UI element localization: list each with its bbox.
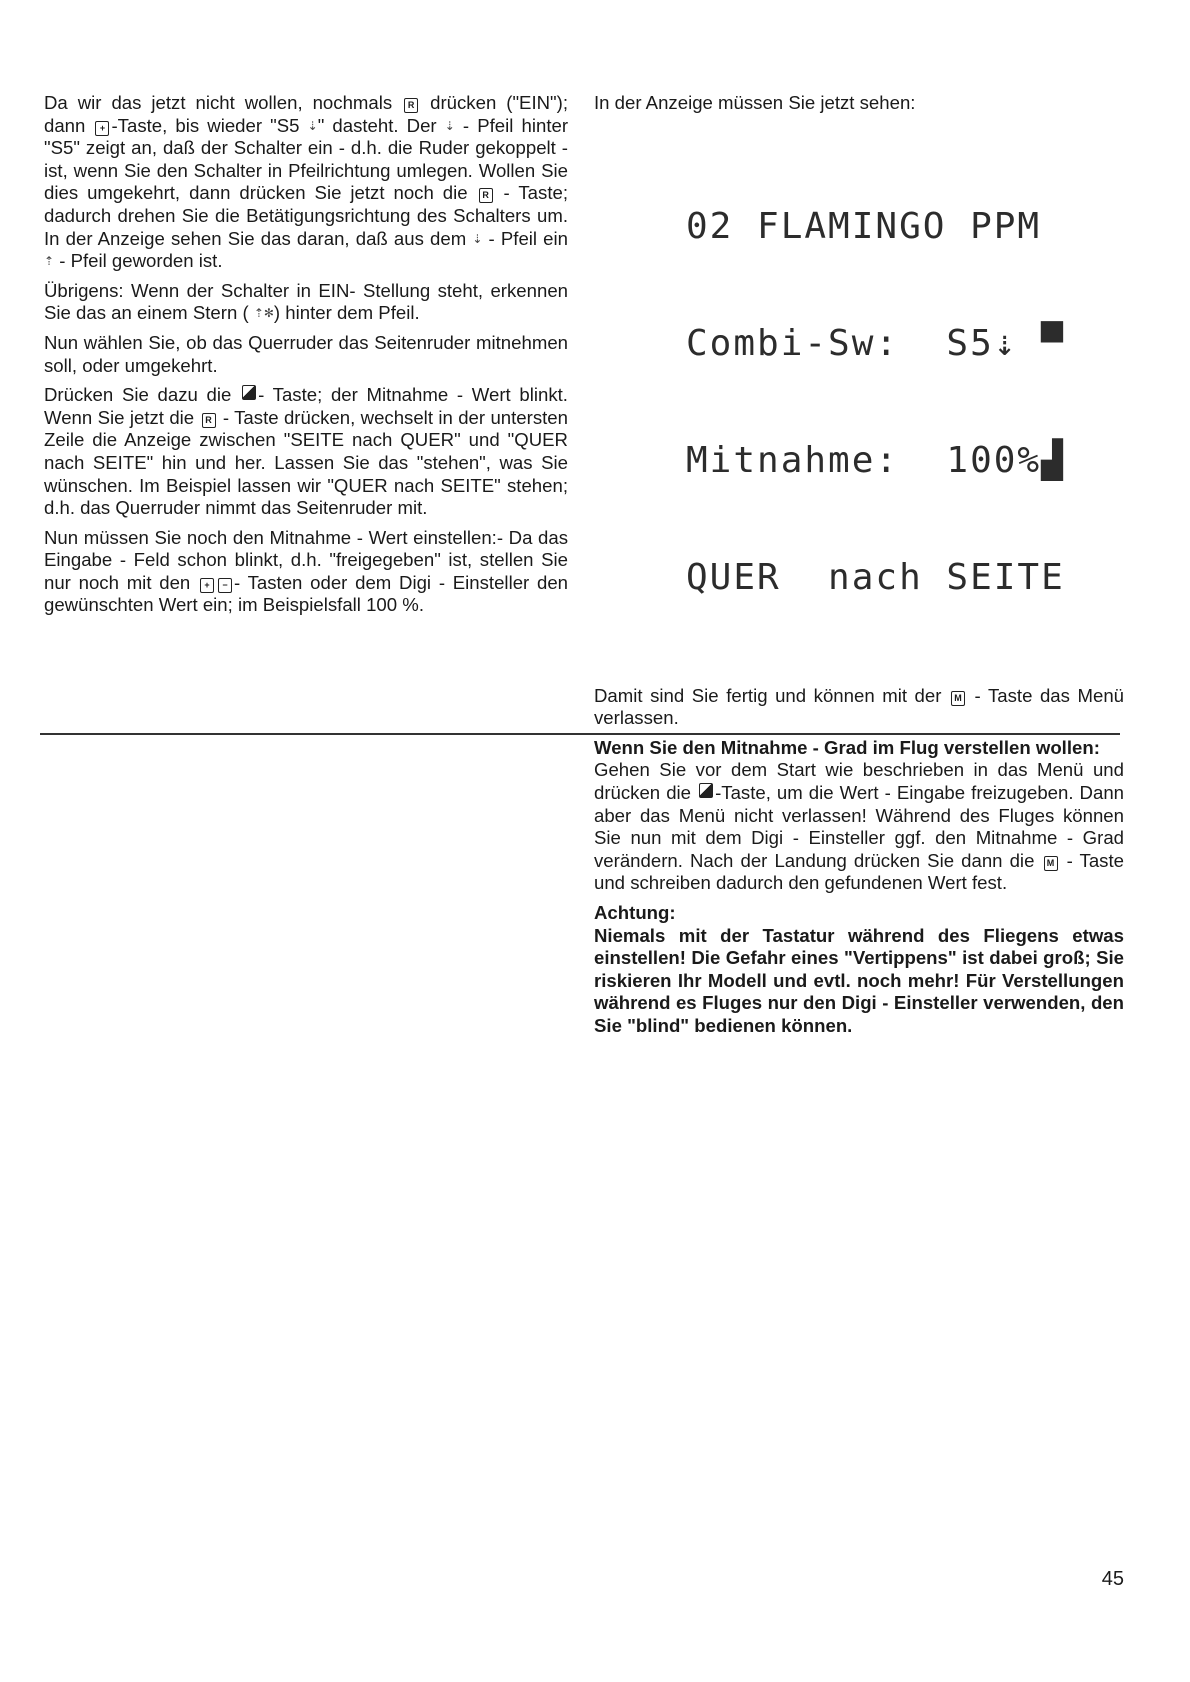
text: " dasteht. Der	[317, 114, 445, 136]
horizontal-divider	[40, 733, 1120, 735]
section-heading: Wenn Sie den Mitnahme - Grad im Flug verstellen wollen:	[594, 736, 1100, 758]
lcd-display	[686, 129, 1124, 675]
m-key-icon: M	[1044, 856, 1058, 871]
warning-text: Niemals mit der Tastatur während des Fliegens etwas einstellen! Die Gefahr eines "Vertippens" ist dabei groß; Sie riskieren Ihr Modell und evtl. noch mehr! Für Verstellungen während es Fluges nur den Digi - Einsteller verwenden, den Sie "blind" bedienen können.	[594, 924, 1124, 1036]
text: Damit sind Sie fertig und können mit der	[594, 684, 949, 706]
text: -Taste, um die Wert - Eingabe freizugeben. Dann aber das Menü nicht verlassen! Während des Fluges können Sie nun mit dem Digi - Einsteller ggf. den Mitnahme - Grad verändern. Nach der Landung drücken Sie dann die	[594, 781, 1125, 871]
text: -Taste, bis wieder "S5	[111, 114, 308, 136]
paragraph-finish	[594, 685, 1124, 730]
paragraph-star	[44, 280, 568, 325]
text: - Pfeil hinter "S5" zeigt an, daß der Schalter ein - d.h. die Ruder gekoppelt - ist, wenn Sie den Schalter in Pfeilrichtung umlegen. Wollen Sie dies umgekehrt, dann drücken Sie jetzt noch die	[44, 114, 569, 204]
down-arrow-icon: ⇣	[307, 118, 318, 133]
text: Gehen Sie vor dem Start wie beschrieben in das Menü und drücken die	[594, 759, 1124, 803]
text: - Tasten oder dem Digi - Einsteller den gewünschten Wert ein; im Beispielsfall 100 %.	[44, 571, 569, 616]
text: Übrigens: Wenn der Schalter in EIN- Stellung steht, erkennen Sie das an einem Stern (	[44, 279, 568, 324]
enter-key-icon	[242, 385, 256, 400]
text: Nun müssen Sie noch den Mitnahme - Wert einstellen:- Da das Eingabe - Feld schon blinkt, d.h. "freigegeben" ist, stellen Sie nur noch mit den	[44, 526, 568, 593]
text: Da wir das jetzt nicht wollen, nochmals	[44, 92, 403, 113]
plus-key-icon: +	[200, 578, 214, 593]
display-intro: In der Anzeige müssen Sie jetzt sehen:	[594, 92, 916, 113]
star-arrow-icon: ⇡✻	[253, 306, 274, 321]
r-key-icon: R	[404, 98, 418, 113]
lcd-line-3: Mitnahme: 100%▟	[686, 439, 1065, 481]
paragraph-choose: Nun wählen Sie, ob das Querruder das Seitenruder mitnehmen soll, oder umgekehrt.	[44, 331, 568, 376]
text: Drücken Sie dazu die	[44, 384, 241, 406]
text: - Taste; dadurch drehen Sie die Betätigungsrichtung des Schalters um. In der Anzeige sehen Sie das daran, daß aus dem	[44, 182, 568, 249]
text: - Taste das Menü verlassen.	[594, 684, 1125, 729]
text: - Taste drücken, wechselt in der untersten Zeile die Anzeige zwischen "SEITE nach QUER" und "QUER nach SEITE" hin und her. Lassen Sie das "stehen", was Sie wünschen. Im Beispiel lassen wir "QUER nach SEITE" stehen; d.h. das Querruder nimmt das Seitenruder mit.	[44, 406, 568, 519]
paragraph-in-flight	[594, 759, 1124, 895]
up-arrow-icon: ⇡	[44, 254, 55, 269]
paragraph-switch-direction	[44, 92, 568, 273]
right-column	[594, 92, 1124, 1045]
text: - Taste; der Mitnahme - Wert blinkt. Wenn Sie jetzt die	[44, 384, 568, 428]
text: - Taste und schreiben dadurch den gefundenen Wert fest.	[594, 849, 1124, 894]
left-column	[44, 92, 568, 624]
paragraph-set-value	[44, 527, 568, 617]
text: ) hinter dem Pfeil.	[273, 302, 420, 324]
text: - Pfeil geworden ist.	[54, 250, 223, 272]
plus-key-icon: +	[95, 121, 109, 136]
text: - Pfeil ein	[482, 227, 568, 249]
m-key-icon: M	[951, 691, 965, 706]
lcd-line-4: QUER nach SEITE	[686, 556, 1065, 598]
r-key-icon: R	[479, 188, 493, 203]
lcd-line-1: 02 FLAMINGO PPM	[686, 205, 1042, 247]
paragraph-toggle-direction	[44, 384, 568, 520]
minus-key-icon: −	[218, 578, 232, 593]
page-number: 45	[1101, 1568, 1124, 1590]
lcd-line-2: Combi-Sw: S5⇣ ▀	[686, 322, 1065, 364]
enter-key-icon	[699, 783, 713, 798]
down-arrow-icon: ⇣	[472, 231, 483, 246]
warning-title: Achtung:	[594, 901, 676, 923]
text: drücken ("EIN"); dann	[44, 92, 568, 136]
r-key-icon: R	[202, 413, 216, 428]
down-arrow-icon: ⇣	[444, 118, 455, 133]
